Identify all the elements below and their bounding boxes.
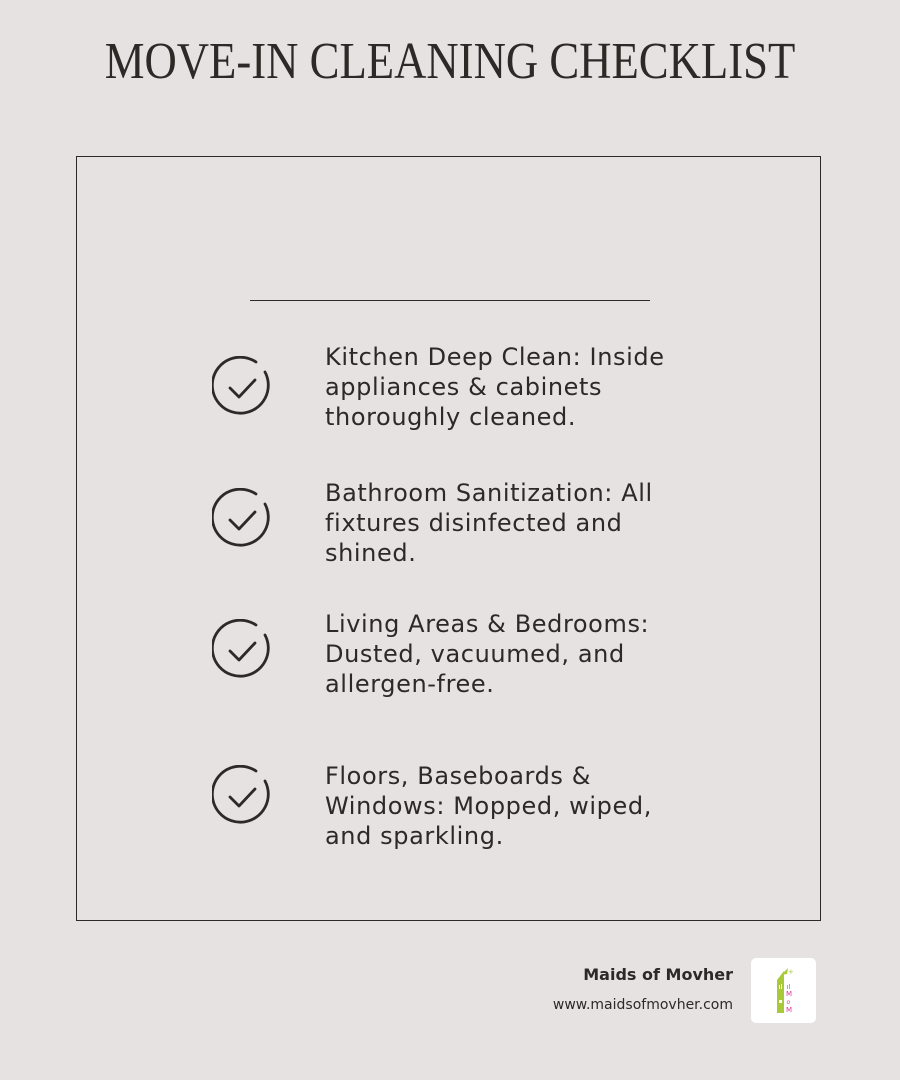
divider	[250, 300, 650, 301]
svg-text:M: M	[786, 1006, 793, 1014]
brand-name: Maids of Movher	[583, 965, 733, 984]
checklist-item-text: Bathroom Sanitization: All fixtures disinfected and shined.	[325, 479, 653, 567]
check-circle-icon	[212, 488, 274, 550]
check-circle-icon	[212, 356, 274, 418]
check-circle-icon	[212, 765, 274, 827]
logo-icon	[751, 958, 816, 1023]
brand-logo	[751, 958, 816, 1023]
checklist-item-text: Floors, Baseboards & Windows: Mopped, wiped, and sparkling.	[325, 762, 652, 850]
page-title: MOVE-IN CLEANING CHECKLIST	[104, 33, 796, 90]
svg-text:M: M	[786, 990, 793, 998]
checklist-item-text: Living Areas & Bedrooms: Dusted, vacuumed, and allergen-free.	[325, 610, 650, 698]
svg-text:o: o	[786, 999, 791, 1006]
svg-text:+: +	[788, 968, 794, 976]
website-link[interactable]: www.maidsofmovher.com	[552, 997, 733, 1013]
check-circle-icon	[212, 619, 274, 681]
checklist-item-text: Kitchen Deep Clean: Inside appliances & cabinets thoroughly cleaned.	[325, 343, 665, 431]
